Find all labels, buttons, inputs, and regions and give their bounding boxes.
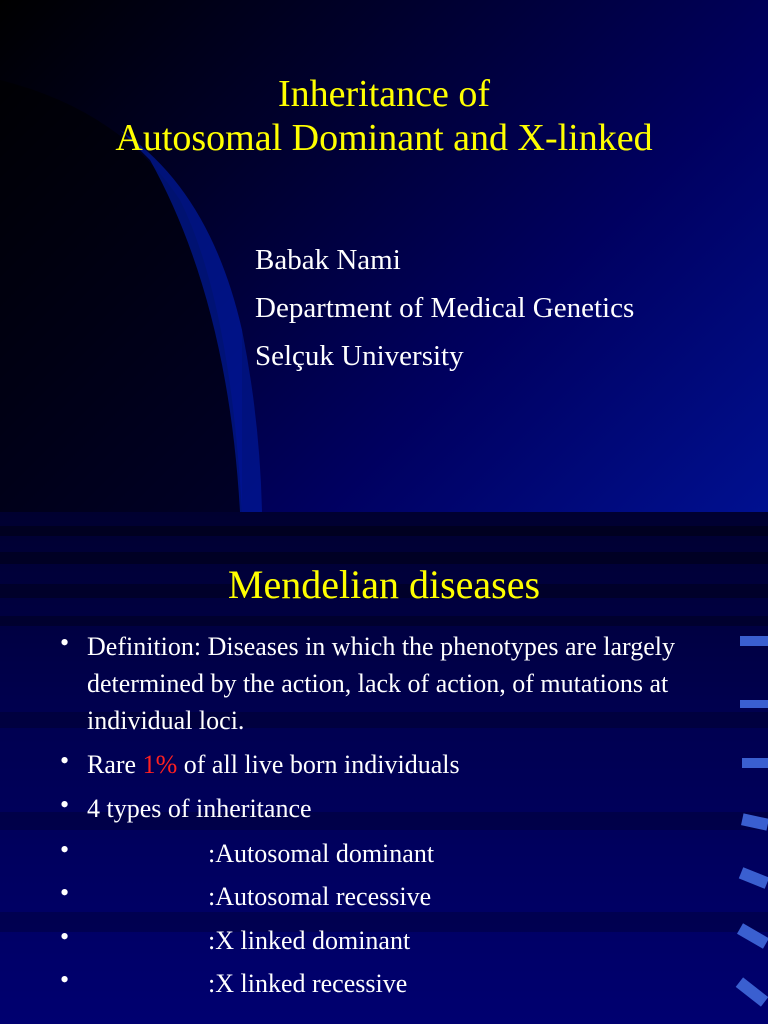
bullet-text: :Autosomal dominant bbox=[208, 839, 435, 868]
title-line-2: Autosomal Dominant and X-linked bbox=[115, 117, 653, 159]
author-block bbox=[255, 236, 634, 380]
bullet-text: :X linked dominant bbox=[208, 926, 411, 955]
bullet-dot: • bbox=[60, 746, 70, 775]
presentation-title bbox=[0, 72, 768, 160]
bullet-dot: • bbox=[60, 835, 70, 864]
bullet-dot: • bbox=[60, 965, 70, 994]
author-university: Selçuk University bbox=[255, 340, 464, 372]
rare-prefix: Rare bbox=[87, 750, 143, 779]
bullet-text: :X linked recessive bbox=[208, 969, 408, 998]
bullet-text: Definition: Diseases in which the phenotypes are largely determined by the action, lack of action, of mutations at individual loci. bbox=[87, 632, 675, 735]
bullet-text: 4 types of inheritance bbox=[87, 794, 312, 823]
bullet-text: :Autosomal recessive bbox=[208, 882, 432, 911]
author-name: Babak Nami bbox=[255, 244, 401, 276]
bullet-dot: • bbox=[60, 790, 70, 819]
author-department: Department of Medical Genetics bbox=[255, 292, 635, 324]
bullet-dot: • bbox=[60, 878, 70, 907]
title-line-1: Inheritance of bbox=[277, 73, 491, 115]
rare-suffix: of all live born individuals bbox=[177, 750, 460, 779]
bullet-text bbox=[87, 746, 727, 783]
bullet-dot: • bbox=[60, 628, 70, 657]
bullet-dot: • bbox=[60, 922, 70, 951]
rare-percentage: 1% bbox=[142, 750, 178, 779]
slide-title: Mendelian diseases bbox=[227, 562, 541, 607]
